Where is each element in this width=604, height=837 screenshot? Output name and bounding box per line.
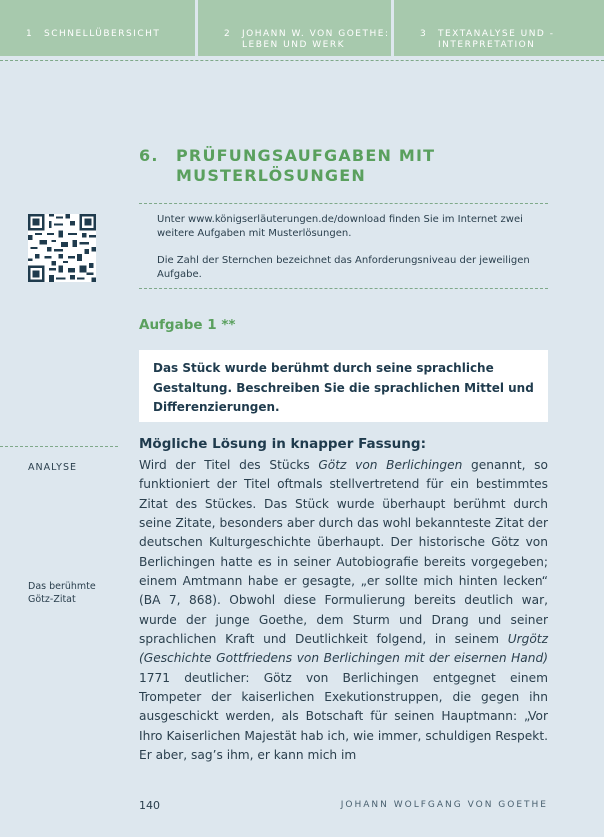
work-title: Götz von Berlichingen bbox=[318, 458, 463, 472]
tab-number: 3 bbox=[420, 29, 428, 39]
task-box: Das Stück wurde berühmt durch seine sprachliche Gestaltung. Beschreiben Sie die sprachlichen Mittel und Differenzierungen. bbox=[139, 350, 548, 422]
chapter-number: 6. bbox=[139, 146, 159, 165]
page-number: 140 bbox=[139, 799, 160, 812]
text-run: Wird der Titel des Stücks bbox=[139, 458, 319, 472]
work-title: Urgötz (Geschichte Gottfriedens von Berlichingen mit der eisernen Hand) bbox=[139, 632, 548, 666]
solution-heading: Mögliche Lösung in knapper Fassung: bbox=[139, 436, 426, 452]
tab-schnelluebersicht[interactable] bbox=[0, 0, 195, 56]
qr-code-icon bbox=[28, 214, 96, 282]
info-divider-top bbox=[139, 203, 548, 204]
sidebar-label-goetz-zitat: Das berühmte Götz-Zitat bbox=[28, 581, 96, 605]
tab-leben-und-werk[interactable] bbox=[198, 0, 391, 56]
task-heading: Aufgabe 1 ** bbox=[139, 317, 236, 333]
chapter-tabs bbox=[0, 0, 604, 56]
info-download-note: Unter www.königserläuterungen.de/download finden Sie im Internet zwei weitere Aufgaben mit Musterlösungen. bbox=[157, 214, 523, 239]
tab-label: SCHNELLÜBERSICHT bbox=[44, 29, 161, 39]
running-footer: JOHANN WOLFGANG VON GOETHE bbox=[340, 800, 548, 810]
tab-number: 1 bbox=[26, 29, 34, 39]
sidebar-label-analyse: ANALYSE bbox=[28, 462, 77, 473]
chapter-title: PRÜFUNGSAUFGABEN MIT MUSTERLÖSUNGEN bbox=[176, 146, 436, 185]
text-run: genannt, so funktioniert der Titel oftmals stellvertretend für ein bestimmtes Zitat des Stückes. Das Stück wurde überhaupt berühmt durch seine Zitate, besonders aber durch das wohl bekannteste Zitat der deutschen Kulturgeschichte überhaupt. Der historische Götz von Berlichingen hatte es in seiner Autobiografie bereits vorgegeben; einem Amtmann habe er gesagte, „er sollte mich hinten lecken“ (BA 7, 868). Obwohl diese Formulierung bereits deutlich war, wurde der junge Goethe, dem Sturm und Drang und seiner sprachlichen Kraft und Deutlichkeit folgend, in seinem bbox=[139, 458, 548, 647]
tab-label: JOHANN W. VON GOETHE: LEBEN UND WERK bbox=[242, 29, 390, 50]
text-run: 1771 deutlicher: Götz von Berlichingen entgegnet einem Trompeter der kaiserlichen Exekutionstruppen, die gegen ihn ausgeschickt werden, als Botschaft für seinen Hauptmann: „Vor Ihro Kaiserlichen Majestät hab ich, wie immer, schuldigen Respekt. Er aber, sag’s ihm, er kann mich im bbox=[139, 670, 548, 763]
info-divider-bottom bbox=[139, 288, 548, 289]
tab-number: 2 bbox=[224, 29, 232, 39]
header-divider bbox=[0, 60, 604, 61]
info-stars-note: Die Zahl der Sternchen bezeichnet das Anforderungsniveau der jeweiligen Aufgabe. bbox=[157, 255, 530, 280]
tab-textanalyse[interactable] bbox=[394, 0, 604, 56]
tab-label: TEXTANALYSE UND -INTERPRETATION bbox=[438, 29, 555, 50]
sidebar-divider bbox=[0, 446, 118, 447]
solution-text bbox=[139, 456, 548, 766]
